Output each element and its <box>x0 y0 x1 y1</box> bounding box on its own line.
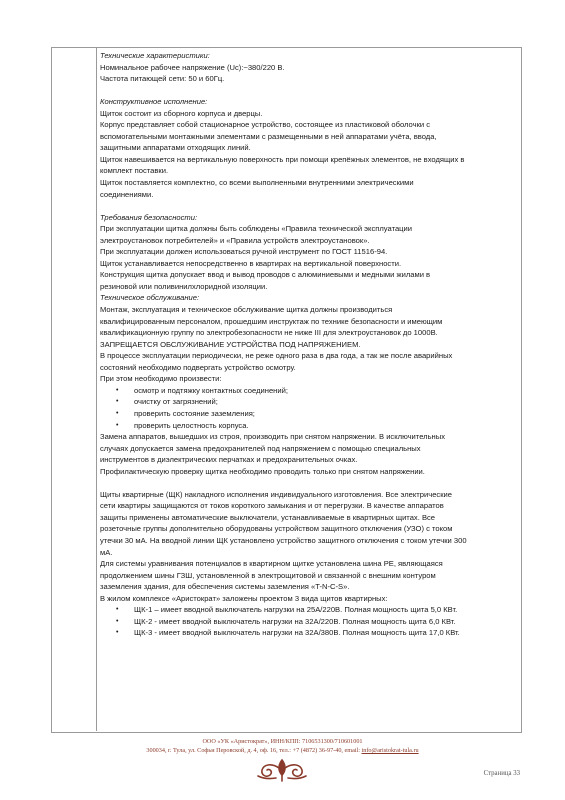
text-line: защиты применены автоматические выключатели, устанавливаемые в квартирных щитах. Все <box>100 512 436 522</box>
text-line: Щиток поставляется комплектно, со всеми выполненными внутренними электрическими <box>100 178 414 188</box>
text-line: соединениями. <box>100 189 154 199</box>
text-line: защитными аппаратами отходящих линий. <box>100 143 251 153</box>
text-line: В процессе эксплуатации периодически, не реже одного раза в два года, а так же после аварийных <box>100 351 453 361</box>
table-column-divider <box>96 47 97 731</box>
text-line: Конструкция щитка допускает ввод и вывод проводов с алюминиевыми и медными жилами в <box>100 270 431 280</box>
page-number: Страница 33 <box>483 770 520 777</box>
text-line: В жилом комплексе «Аристократ» заложены проектом 3 вида щитов квартирных: <box>100 593 388 603</box>
text-line: инструментов в диэлектрических перчатках и предохранительных очках. <box>100 455 358 465</box>
text-line: Номинальное рабочее напряжение (Uc):~380/220 В. <box>100 62 285 72</box>
warning-line: ЗАПРЕЩАЕТСЯ ОБСЛУЖИВАНИЕ УСТРОЙСТВА ПОД НАПРЯЖЕНИЕМ. <box>100 339 361 349</box>
list-item: • ЩК-2 - имеет вводной выключатель нагрузки на 32А/220В. Полная мощность щита 6,0 КВт. <box>100 616 514 628</box>
page-footer <box>0 737 565 755</box>
text-line: При этом необходимо произвести: <box>100 374 222 384</box>
text-line: комплект поставки. <box>100 166 169 176</box>
text-line: Профилактическую проверку щитка необходимо проводить только при снятом напряжении. <box>100 466 425 476</box>
list-item: • очистку от загрязнений; <box>100 396 514 408</box>
text-line: При эксплуатации должен использоваться ручной инструмент по ГОСТ 11516-94. <box>100 247 388 257</box>
text-line: сети квартиры защищаются от токов короткого замыкания и от перегрузки. В качестве аппаратов <box>100 501 444 511</box>
text-line: квалификационную группу по электробезопасности не ниже III для электроустановок до 1000В. <box>100 328 438 338</box>
text-line: случаях допускается замена предохранителей под напряжением с помощью специальных <box>100 443 421 453</box>
text-line: квалифицированным персоналом, прошедшим инструктаж по технике безопасности и имеющим <box>100 316 443 326</box>
footer-address: 300034, г. Тула, ул. Софьи Перовской, д. 4, оф. 16, тел.: +7 (4872) 36-97-40, email: <box>146 747 362 754</box>
text-line: продолжением шины ГЗШ, установленной в электрощитовой и связанной с внешним контуром <box>100 570 436 580</box>
text-line: розеточные группы дополнительно оборудованы устройством защитного отключения (УЗО) с током <box>100 524 453 534</box>
panel-types-list <box>100 604 514 639</box>
document-content <box>100 50 514 639</box>
text-line: резиновой или поливинилхлоридной изоляции. <box>100 281 268 291</box>
list-item: • ЩК-1 – имеет вводной выключатель нагрузки на 25А/220В. Полная мощность щита 5,0 КВт. <box>100 604 514 616</box>
service-checklist <box>100 385 514 431</box>
footer-address-line <box>0 746 565 755</box>
text-line: мА. <box>100 547 113 557</box>
text-line: Замена аппаратов, вышедших из строя, производить при снятом напряжении. В исключительных <box>100 432 445 442</box>
section-heading-tech: Технические характеристики: <box>100 51 210 60</box>
text-line: Щиток навешивается на вертикальную поверхность при помощи крепёжных элементов, не входящих в <box>100 154 465 164</box>
text-line: При эксплуатации щитка должны быть соблюдены «Правила технической эксплуатации <box>100 224 413 234</box>
list-item: • ЩК-3 - имеет вводной выключатель нагрузки на 32А/380В. Полная мощность щита 17,0 КВт. <box>100 627 514 639</box>
text-line: Корпус представляет собой стационарное устройство, состоящее из пластиковой оболочки с <box>100 120 431 130</box>
text-line: электроустановок потребителей» и «Правила устройств электроустановок». <box>100 235 370 245</box>
section-heading-safety: Требования безопасности: <box>100 212 198 222</box>
section-heading-design: Конструктивное исполнение: <box>100 97 208 107</box>
text-line: Для системы уравнивания потенциалов в квартирном щитке установлена шина PE, являющаяся <box>100 559 443 569</box>
text-line: Щиток состоит из сборного корпуса и дверцы. <box>100 108 263 118</box>
footer-company: ООО «УК «Аристократ», ИНН/КПП: 7106531300/710601001 <box>202 738 363 745</box>
text-line: Частота питающей сети: 50 и 60Гц. <box>100 74 225 84</box>
list-item: • осмотр и подтяжку контактных соединений; <box>100 385 514 397</box>
list-item: • проверить целостность корпуса. <box>100 420 514 432</box>
text-line: утечки 30 мА. На вводной линии ЩК установлено устройство защитного отключения с током утечки 300 <box>100 535 467 545</box>
section-heading-service: Техническое обслуживание: <box>100 293 200 303</box>
footer-email-link[interactable]: info@aristokrat-tula.ru <box>361 747 419 754</box>
ornament-logo-icon <box>252 757 312 783</box>
text-line: Щиток устанавливается непосредственно в квартирах на вертикальной поверхности. <box>100 258 402 268</box>
text-line: Монтаж, эксплуатация и техническое обслуживание щитка должны производиться <box>100 305 393 315</box>
text-line: состояний необходимо подвергать устройство осмотру. <box>100 362 296 372</box>
text-line: Щиты квартирные (ЩК) накладного исполнения индивидуального изготовления. Все электрические <box>100 489 453 499</box>
text-line: вспомогательными монтажными элементами с размещенными в ней аппаратами учёта, ввода, <box>100 131 437 141</box>
list-item: • проверить состояние заземления; <box>100 408 514 420</box>
text-line: заземления здания, для обеспечения системы заземления «T-N-C-S». <box>100 582 350 592</box>
